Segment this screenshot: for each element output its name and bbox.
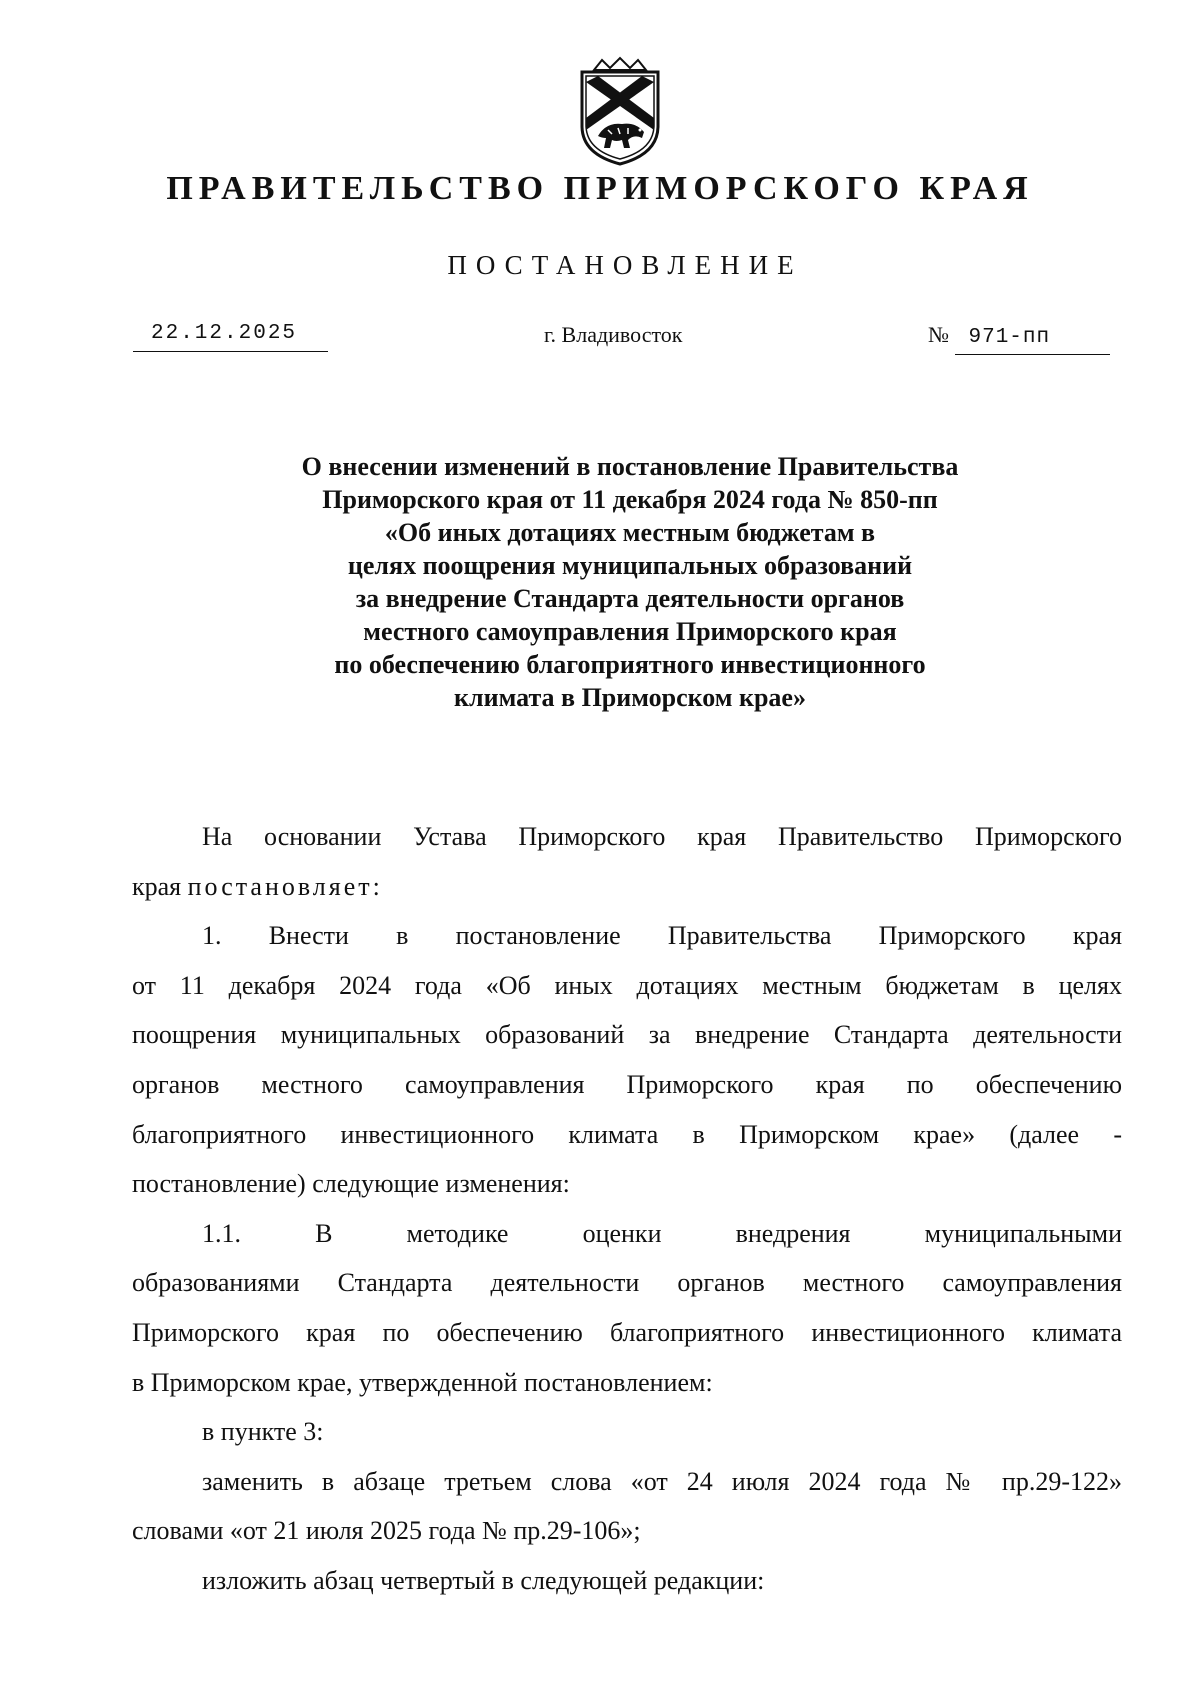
subject-line: за внедрение Стандарта деятельности органов [355, 584, 905, 613]
document-subject [160, 450, 1100, 714]
document-meta-row [0, 322, 1200, 362]
body-line: образованиями Стандарта деятельности органов местного самоуправления [132, 1268, 1122, 1298]
subject-line: целях поощрения муниципальных образований [347, 551, 913, 580]
body-line: Приморского края по обеспечению благоприятного инвестиционного климата [132, 1317, 1122, 1347]
subject-line: по обеспечению благоприятного инвестиционного [334, 650, 926, 679]
resolution-keyword: постановляет: [187, 871, 383, 901]
body-line: в пункте 3: [202, 1417, 324, 1447]
document-city: г. Владивосток [544, 322, 683, 347]
document-type-title: ПОСТАНОВЛЕНИЕ [447, 250, 803, 280]
body-line: заменить в абзаце третьем слова «от 24 июля 2024 года № пр.29-122» [202, 1466, 1122, 1496]
body-line: словами «от 21 июля 2025 года № пр.29-106»; [132, 1516, 641, 1546]
body-line: 1. Внести в постановление Правительства Приморского края [202, 921, 1122, 951]
subject-line: Приморского края от 11 декабря 2024 года № 850-пп [322, 485, 938, 514]
body-text-fragment: края [132, 871, 188, 901]
body-line: постановление) следующие изменения: [132, 1169, 570, 1199]
document-number-field [928, 322, 1110, 355]
document-body [132, 812, 1122, 1606]
subject-line: местного самоуправления Приморского края [363, 617, 897, 646]
primorsky-krai-coat-of-arms-icon [572, 56, 668, 168]
body-line: в Приморском крае, утвержденной постановлением: [132, 1367, 713, 1397]
body-line: поощрения муниципальных образований за внедрение Стандарта деятельности [132, 1020, 1122, 1050]
body-line [132, 862, 1122, 912]
body-line: На основании Устава Приморского края Правительство Приморского [202, 822, 1122, 851]
number-sign: № [928, 322, 949, 347]
document-date: 22.12.2025 [133, 322, 328, 352]
body-line: благоприятного инвестиционного климата в Приморском крае» (далее - [132, 1119, 1122, 1149]
body-line: изложить абзац четвертый в следующей редакции: [202, 1565, 765, 1595]
body-line: органов местного самоуправления Приморского края по обеспечению [132, 1069, 1122, 1099]
document-number: 971-пп [955, 326, 1110, 355]
body-line: от 11 декабря 2024 года «Об иных дотациях местным бюджетам в целях [132, 970, 1122, 1000]
subject-line: О внесении изменений в постановление Правительства [301, 452, 959, 481]
body-line: 1.1. В методике оценки внедрения муниципальными [202, 1218, 1122, 1248]
subject-line: климата в Приморском крае» [454, 683, 806, 712]
subject-line: «Об иных дотациях местным бюджетам в [384, 518, 876, 547]
government-title: ПРАВИТЕЛЬСТВО ПРИМОРСКОГО КРАЯ [166, 170, 1034, 207]
